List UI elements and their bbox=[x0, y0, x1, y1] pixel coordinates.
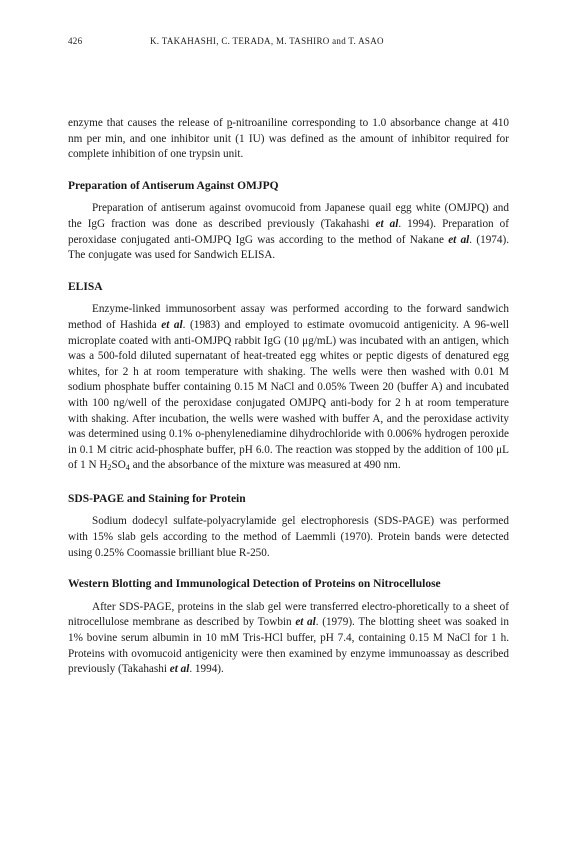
section-heading-sds-page: SDS-PAGE and Staining for Protein bbox=[68, 492, 246, 505]
running-header-authors: K. TAKAHASHI, C. TERADA, M. TASHIRO and T. ASAO bbox=[150, 36, 384, 46]
body-text bbox=[68, 116, 509, 678]
section-heading-western-blotting: Western Blotting and Immunological Detection of Proteins on Nitrocellulose bbox=[68, 578, 441, 591]
sds-page-paragraph: Sodium dodecyl sulfate-polyacrylamide gel electrophoresis (SDS-PAGE) was performed with 15% slab gels according to the method of Laemmli (1970). Protein bands were detected using 0.25% Coomassie brilliant blue R-250. bbox=[68, 515, 509, 559]
antiserum-paragraph: Preparation of antiserum against ovomucoid from Japanese quail egg white (OMJPQ) and the IgG fraction was done as described previously (Takahashi et al. 1994). Preparation of peroxidase conjugated anti-OMJPQ IgG was according to the method of Nakane et al. (1974). The conjugate was used for Sandwich ELISA. bbox=[68, 202, 510, 262]
section-heading-elisa: ELISA bbox=[68, 280, 103, 293]
section-heading-antiserum: Preparation of Antiserum Against OMJPQ bbox=[68, 179, 279, 192]
running-header bbox=[68, 36, 508, 50]
elisa-paragraph: Enzyme-linked immunosorbent assay was performed according to the forward sandwich method of Hashida et al. (1983) and employed to estimate ovomucoid antigenicity. A 96-well microplate coated with anti-OMJPQ rabbit IgG (10 μg/mL) was incubated with an antigen, which was a 500-fold diluted supernatant of heat-treated egg whites or peptic digests of denatured egg whites, for 2 h at room temperature with shaking. The wells were then washed with 0.01 M sodium phosphate buffer containing 0.15 M NaCl and 0.05% Tween 20 (buffer A) and incubated with 100 ng/well of the peroxidase conjugated OMJPQ anti-body for 2 h at room temperature with shaking. After incubation, the wells were washed with buffer A, and the peroxidase activity was determined using 0.1% o-phenylenediamine dihydrochloride with 0.006% hydrogen peroxide in 0.1 M citric acid-phosphate buffer, pH 6.0. The reaction was stopped by the addition of 100 μL of 1 N $H_2SO_4$ and the absorbance of the mixture was measured at 490 nm. bbox=[68, 303, 509, 473]
intro-paragraph: enzyme that causes the release of p-nitroaniline corresponding to 1.0 absorbance change at 410 nm per min, and one inhibitor unit (1 IU) was defined as the amount of inhibitor required for complete inhibition of one trypsin unit. bbox=[68, 117, 510, 161]
page-number: 426 bbox=[68, 36, 83, 46]
western-blotting-paragraph: After SDS-PAGE, proteins in the slab gel were transferred electro-phoretically to a sheet of nitrocellulose membrane as described by Towbin et al. (1979). The blotting sheet was soaked in 1% bovine serum albumin in 10 mM Tris-HCl buffer, pH 7.4, containing 0.15 M NaCl for 1 h. Proteins with ovomucoid antigenicity were then examined by enzyme immunoassay as described previously (Takahashi et al. 1994). bbox=[68, 600, 510, 676]
